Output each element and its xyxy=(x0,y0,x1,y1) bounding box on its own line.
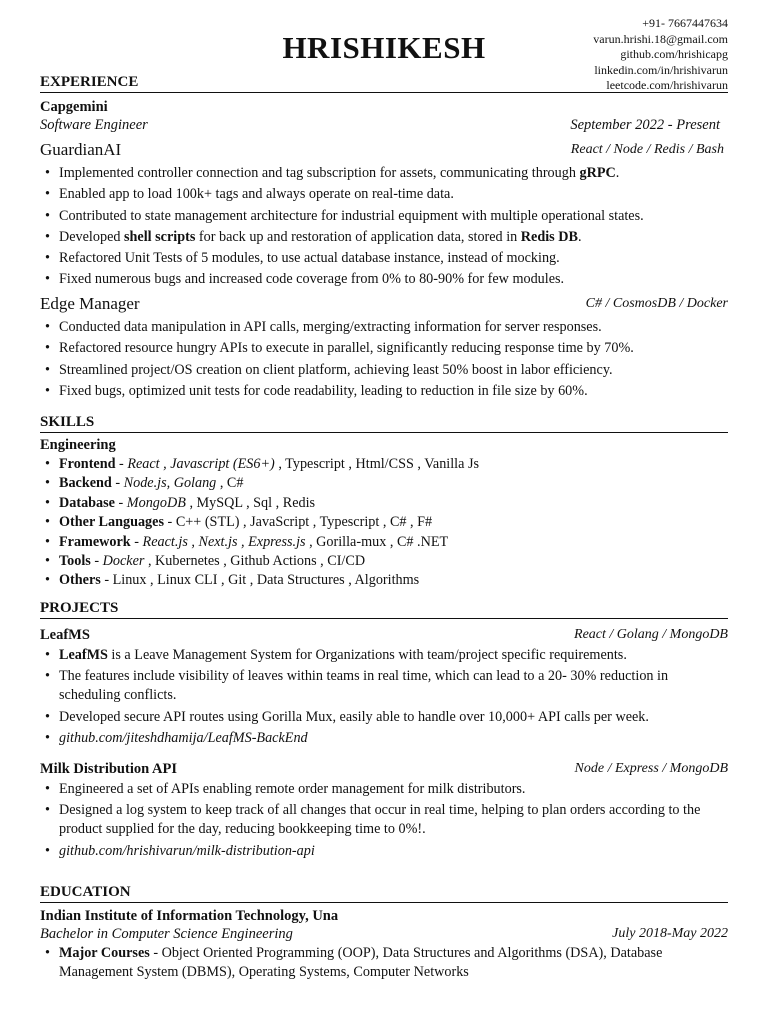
skills-list xyxy=(40,455,728,591)
milk-api-bullets xyxy=(40,780,728,863)
project-tech: React / Node / Redis / Bash xyxy=(570,142,724,157)
job-title: Software Engineer xyxy=(40,117,148,133)
degree-name: Bachelor in Computer Science Engineering xyxy=(40,926,293,942)
candidate-name: HRISHIKESH xyxy=(282,30,486,65)
list-item: • Tools - Docker , Kubernetes , Github Actions , CI/CD xyxy=(40,552,728,571)
linkedin-link[interactable]: linkedin.com/in/hrishivarun xyxy=(594,62,728,77)
leetcode-link[interactable]: leetcode.com/hrishivarun xyxy=(606,78,728,92)
role-row xyxy=(40,117,728,135)
list-item: • Fixed bugs, optimized unit tests for code readability, leading to reduction in file size by 60%. xyxy=(40,382,728,401)
list-item: • Enabled app to load 100k+ tags and always operate on real-time data. xyxy=(40,185,728,204)
edge-manager-bullets xyxy=(40,318,728,403)
project-link-leafms[interactable]: • github.com/jiteshdhamija/LeafMS-BackEnd xyxy=(40,729,728,748)
project-row-milk-api xyxy=(40,761,728,779)
list-item: • Contributed to state management architecture for industrial equipment with multiple operational states. xyxy=(40,207,728,226)
company-name: Capgemini xyxy=(40,99,108,115)
institute-row xyxy=(40,908,728,926)
phone-number: +91- 7667447634 xyxy=(642,16,728,30)
project-name: GuardianAI xyxy=(40,140,122,159)
list-item: • Developed shell scripts for back up and restoration of application data, stored in Redis DB. xyxy=(40,228,728,247)
education-bullets xyxy=(40,944,728,982)
list-item: • LeafMS is a Leave Management System for Organizations with team/project specific requirements. xyxy=(40,646,728,665)
institute-name: Indian Institute of Information Technology, Una xyxy=(40,908,339,924)
job-dates: September 2022 - Present xyxy=(570,117,720,133)
project-link-milk-api[interactable]: • github.com/hrishivarun/milk-distribution-api xyxy=(40,842,728,861)
project-row-guardianai xyxy=(40,140,728,162)
project-name: LeafMS xyxy=(40,627,90,643)
company-row xyxy=(40,99,728,117)
list-item: • Implemented controller connection and tag subscription for assets, communicating through gRPC. xyxy=(40,164,728,183)
list-item: • Major Courses - Object Oriented Programming (OOP), Data Structures and Algorithms (DSA), Database Management System (DBMS), Operating Systems, Computer Networks xyxy=(40,944,728,982)
skills-subheading-row xyxy=(40,437,728,455)
list-item: • Designed a log system to keep track of all changes that occur in real time, helping to plan orders according to the product supplied for the day, reducing bookkeeping time to 0%!. xyxy=(40,801,728,839)
list-item: • Backend - Node.js, Golang , C# xyxy=(40,474,728,493)
projects-heading: PROJECTS xyxy=(40,600,728,619)
project-tech: React / Golang / MongoDB xyxy=(574,627,728,642)
project-tech: Node / Express / MongoDB xyxy=(574,761,728,776)
email-link[interactable]: varun.hrishi.18@gmail.com xyxy=(593,31,728,46)
project-name: Edge Manager xyxy=(40,294,140,313)
github-link[interactable]: github.com/hrishicapg xyxy=(620,47,728,61)
list-item: • Engineered a set of APIs enabling remote order management for milk distributors. xyxy=(40,780,728,799)
list-item: • The features include visibility of leaves within teams in real time, which can lead to a 20- 30% reduction in scheduling conflicts. xyxy=(40,667,728,705)
leafms-bullets xyxy=(40,646,728,750)
degree-row xyxy=(40,926,728,944)
list-item: • Database - MongoDB , MySQL , Sql , Redis xyxy=(40,494,728,513)
list-item: • Others - Linux , Linux CLI , Git , Data Structures , Algorithms xyxy=(40,571,728,590)
list-item: • Refactored resource hungry APIs to execute in parallel, significantly reducing response time by 70%. xyxy=(40,339,728,358)
education-dates: July 2018-May 2022 xyxy=(612,926,728,941)
skills-heading: SKILLS xyxy=(40,414,728,433)
project-name: Milk Distribution API xyxy=(40,761,177,777)
experience-heading: EXPERIENCE xyxy=(40,74,728,93)
project-row-edge-manager xyxy=(40,294,728,316)
list-item: • Framework - React.js , Next.js , Express.js , Gorilla-mux , C# .NET xyxy=(40,533,728,552)
list-item: • Frontend - React , Javascript (ES6+) , Typescript , Html/CSS , Vanilla Js xyxy=(40,455,728,474)
list-item: • Conducted data manipulation in API calls, merging/extracting information for server responses. xyxy=(40,318,728,337)
list-item: • Other Languages - C++ (STL) , JavaScript , Typescript , C# , F# xyxy=(40,513,728,532)
guardianai-bullets xyxy=(40,164,728,292)
education-heading: EDUCATION xyxy=(40,884,728,903)
project-tech: C# / CosmosDB / Docker xyxy=(585,296,728,311)
skills-subheading: Engineering xyxy=(40,437,116,453)
list-item: • Developed secure API routes using Gorilla Mux, easily able to handle over 10,000+ API calls per week. xyxy=(40,708,728,727)
project-row-leafms xyxy=(40,627,728,645)
list-item: • Streamlined project/OS creation on client platform, achieving least 50% boost in labor efficiency. xyxy=(40,361,728,380)
list-item: • Fixed numerous bugs and increased code coverage from 0% to 80-90% for few modules. xyxy=(40,270,728,289)
list-item: • Refactored Unit Tests of 5 modules, to use actual database instance, instead of mocking. xyxy=(40,249,728,268)
